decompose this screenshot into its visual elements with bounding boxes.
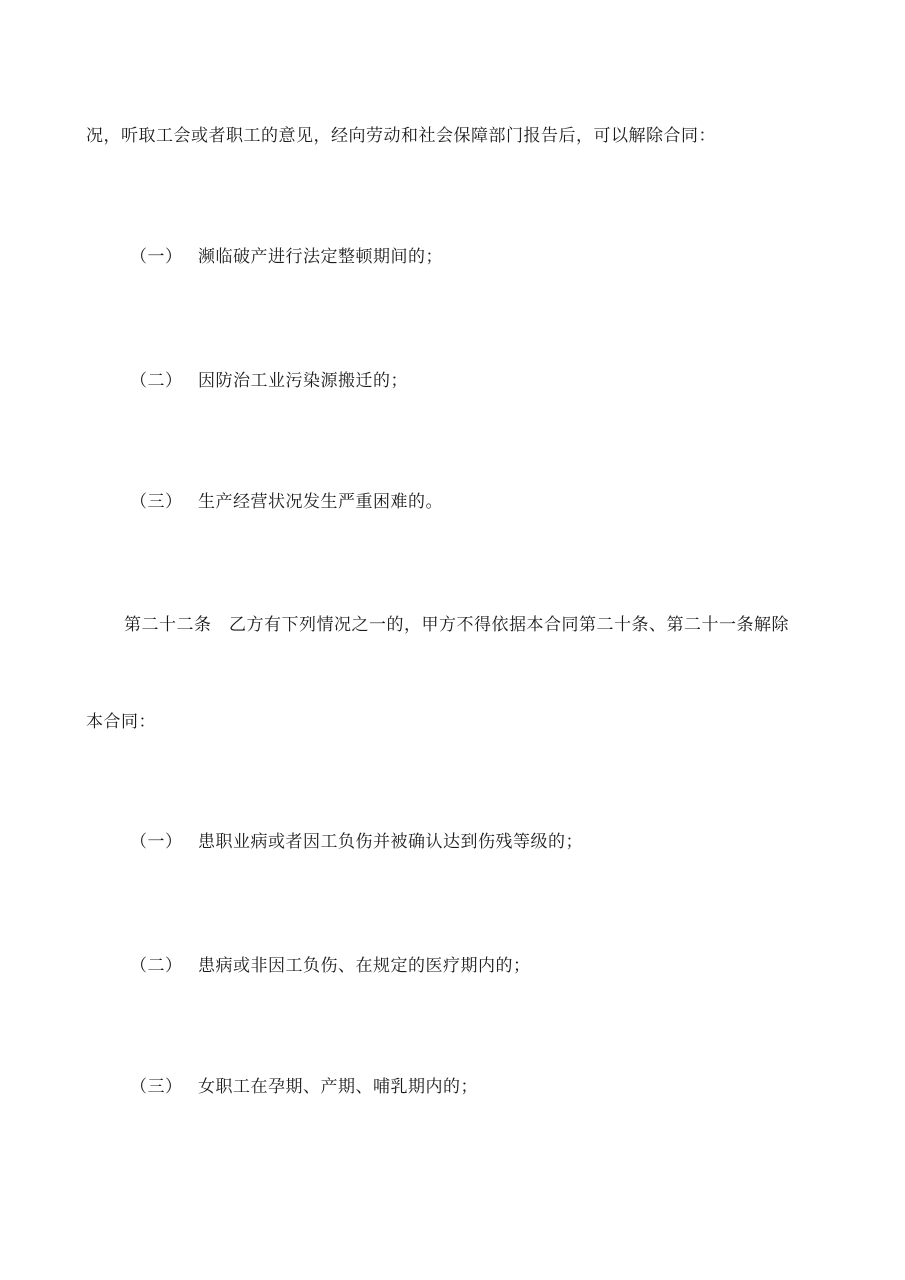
continuation-line: 况，听取工会或者职工的意见，经向劳动和社会保障部门报告后，可以解除合同：	[86, 126, 716, 146]
list-item-text: 患职业病或者因工负伤并被确认达到伤残等级的；	[198, 832, 583, 852]
list-item-text: 患病或非因工负伤、在规定的医疗期内的；	[198, 956, 531, 976]
list-item	[130, 245, 443, 269]
list-item-number: （二）	[130, 956, 183, 976]
list-item	[130, 830, 583, 854]
list-item-text: 女职工在孕期、产期、哺乳期内的；	[198, 1077, 478, 1097]
list-item	[130, 490, 443, 514]
list-item	[130, 1075, 478, 1099]
list-item-text: 生产经营状况发生严重困难的。	[198, 492, 443, 512]
list-item	[130, 954, 531, 978]
list-item-number: （一）	[130, 832, 183, 852]
list-item-text: 因防治工业污染源搬迁的；	[198, 371, 408, 391]
list-item	[130, 369, 408, 393]
list-item-number: （二）	[130, 371, 183, 391]
article-22-continuation-line: 本合同：	[86, 712, 156, 732]
list-item-number: （三）	[130, 1077, 183, 1097]
article-22-heading-line: 第二十二条 乙方有下列情况之一的，甲方不得依据本合同第二十条、第二十一条解除	[124, 615, 789, 635]
list-item-number: （一）	[130, 247, 183, 267]
list-item-number: （三）	[130, 492, 183, 512]
list-item-text: 濒临破产进行法定整顿期间的；	[198, 247, 443, 267]
